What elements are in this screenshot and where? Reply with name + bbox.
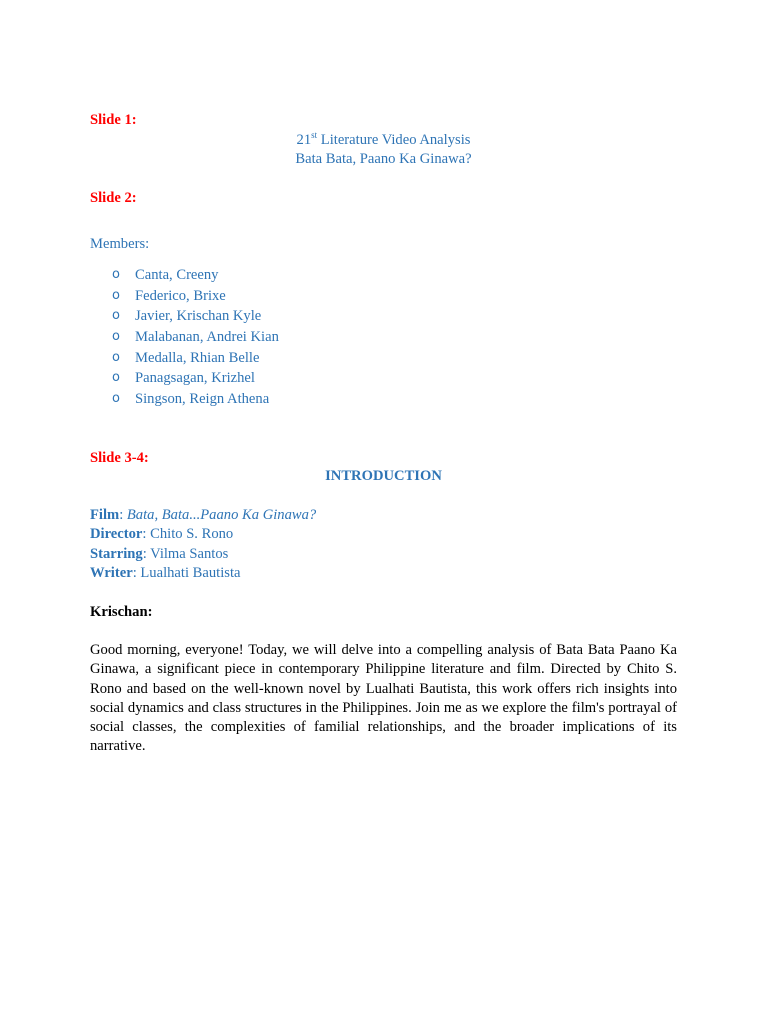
title-superscript: st: [311, 130, 318, 140]
member-name: Medalla, Rhian Belle: [135, 349, 260, 366]
bullet-icon: o: [112, 391, 120, 407]
speaker-label: Krischan:: [90, 604, 153, 620]
member-name: Singson, Reign Athena: [135, 391, 270, 408]
writer-line: [90, 564, 241, 583]
film-line: [90, 506, 316, 525]
starring-label: Starring: [90, 546, 143, 562]
title-rest: Literature Video Analysis: [317, 132, 471, 148]
members-heading: Members:: [90, 236, 150, 252]
bullet-icon: o: [112, 287, 120, 303]
member-name: Panagsagan, Krizhel: [135, 370, 255, 387]
slide-1-title: [90, 131, 677, 150]
slide-1-label: Slide 1:: [90, 112, 137, 128]
film-label: Film: [90, 507, 120, 523]
separator: :: [142, 526, 151, 542]
director-label: Director: [90, 526, 143, 542]
intro-paragraph: Good morning, everyone! Today, we will delve into a compelling analysis of Bata Bata Paano Ka Ginawa, a significant piece in contemporary Philippine literature and film. Directed by Chito S. Rono and based on the well-known novel by Lualhati Bautista, this work offers rich insights into social dynamics and class structures in the Philippines. Join me as we explore the film's portrayal of social classes, the complexities of familial relationships, and the broader implications of its narrative.: [90, 642, 677, 755]
bullet-icon: o: [112, 370, 120, 386]
starring-value: Vilma Santos: [150, 546, 229, 562]
slide-2-label: Slide 2:: [90, 190, 137, 206]
member-name: Canta, Creeny: [135, 267, 219, 283]
separator: :: [132, 565, 141, 581]
slide-1-subtitle: Bata Bata, Paano Ka Ginawa?: [295, 151, 472, 167]
separator: :: [142, 546, 151, 562]
member-name: Malabanan, Andrei Kian: [135, 329, 279, 346]
film-value: Bata, Bata...Paano Ka Ginawa?: [126, 507, 317, 523]
member-name: Federico, Brixe: [135, 287, 226, 304]
title-number: 21: [296, 132, 312, 148]
introduction-heading: INTRODUCTION: [325, 468, 442, 484]
bullet-icon: o: [112, 267, 120, 282]
slide-3-4-label: Slide 3-4:: [90, 450, 149, 466]
bullet-icon: o: [112, 329, 120, 345]
director-line: [90, 525, 233, 544]
writer-value: Lualhati Bautista: [140, 565, 241, 581]
director-value: Chito S. Rono: [150, 526, 234, 542]
writer-label: Writer: [90, 565, 133, 581]
member-name: Javier, Krischan Kyle: [135, 308, 262, 325]
bullet-icon: o: [112, 308, 120, 324]
separator: :: [119, 507, 127, 523]
starring-line: [90, 545, 228, 564]
bullet-icon: o: [112, 349, 120, 365]
